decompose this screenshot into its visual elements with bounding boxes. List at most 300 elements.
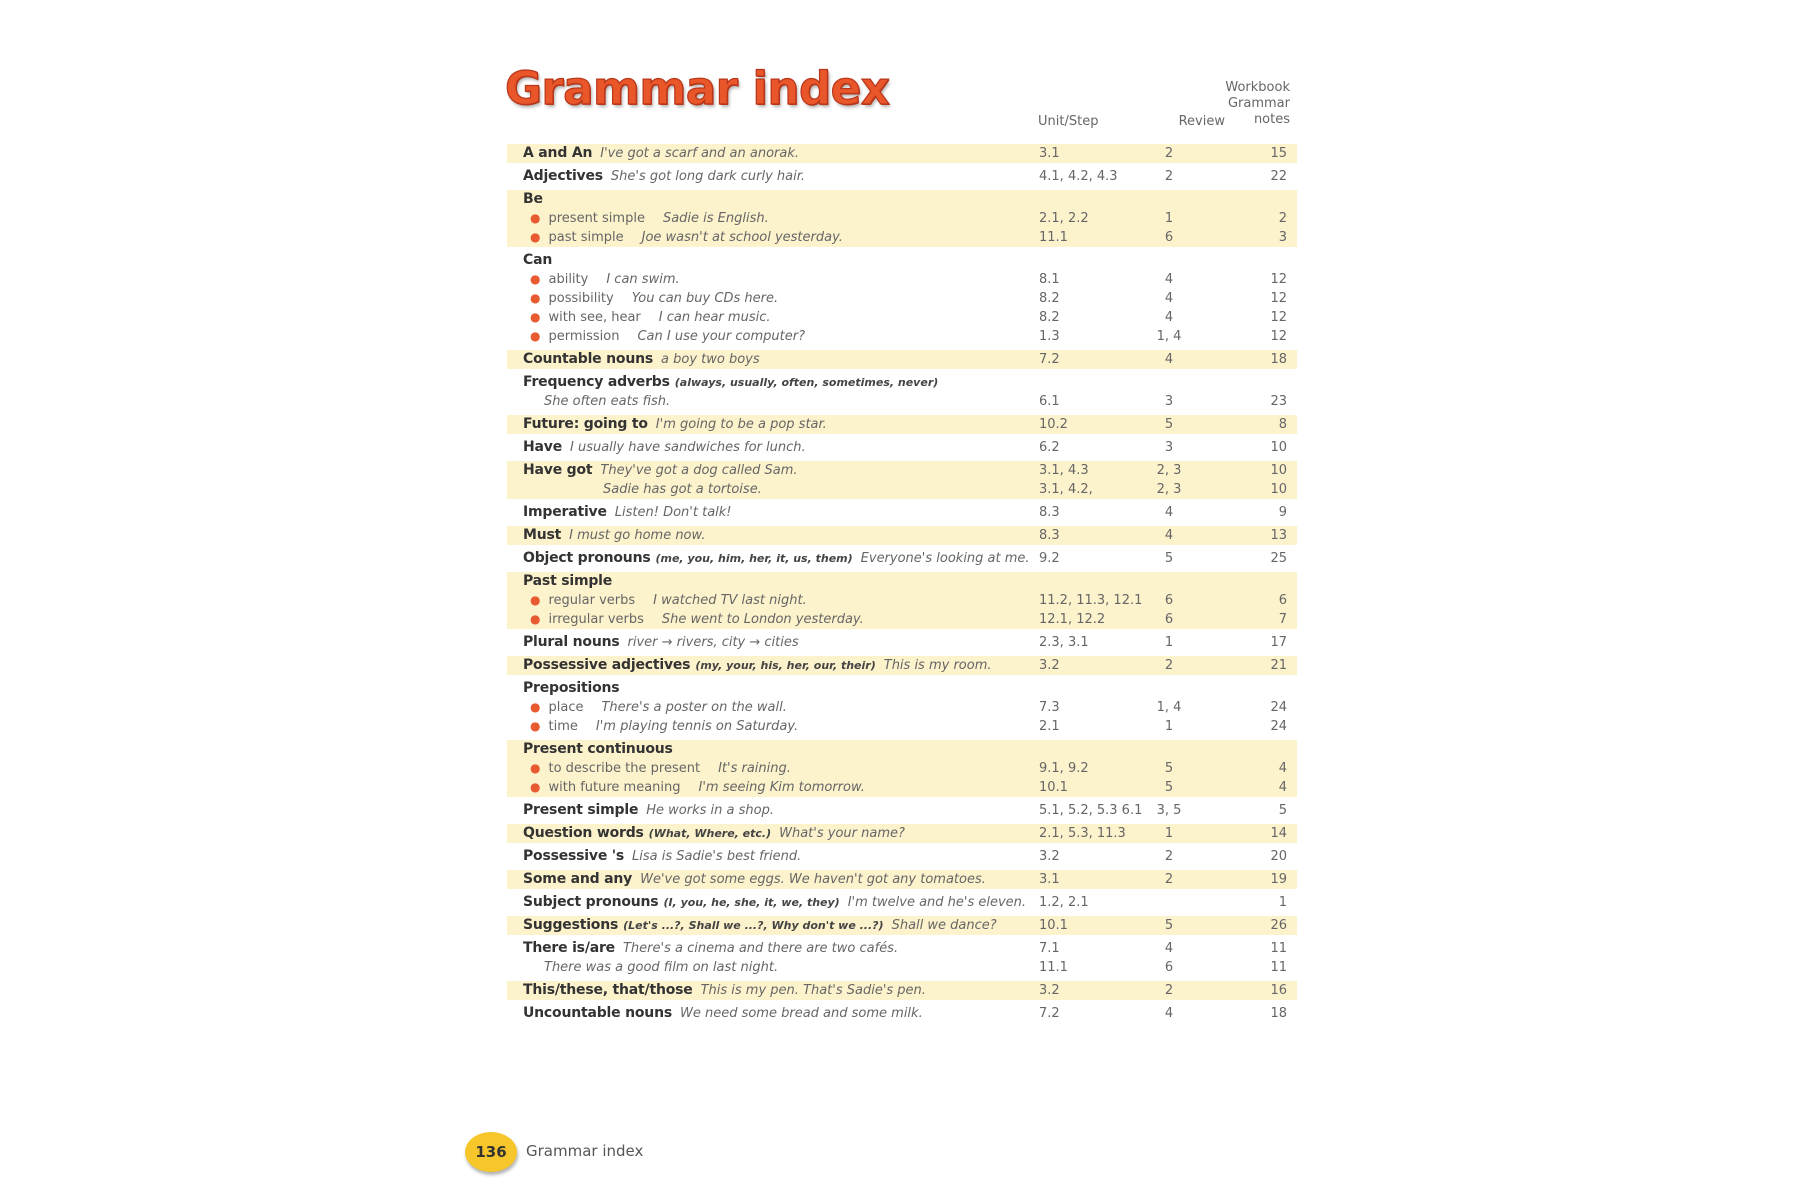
review-ref: 3 bbox=[1164, 440, 1174, 455]
index-line bbox=[507, 549, 1297, 568]
review-ref: 5 bbox=[1164, 918, 1174, 933]
example-sentence: This is my pen. That's Sadie's pen. bbox=[700, 983, 926, 998]
index-line bbox=[507, 572, 1297, 591]
entry-text bbox=[523, 350, 760, 369]
unit-step: 11.1 bbox=[1039, 960, 1068, 975]
index-row bbox=[507, 679, 1297, 736]
review-ref: 2 bbox=[1164, 658, 1174, 673]
entry-text bbox=[530, 270, 680, 289]
index-line bbox=[507, 916, 1297, 935]
unit-step: 6.2 bbox=[1039, 440, 1060, 455]
index-row bbox=[507, 350, 1297, 369]
workbook-note-ref: 14 bbox=[1270, 826, 1287, 841]
unit-step: 6.1 bbox=[1039, 394, 1060, 409]
index-line bbox=[507, 656, 1297, 675]
bullet-dot-icon: ● bbox=[530, 719, 541, 733]
review-ref: 3 bbox=[1164, 394, 1174, 409]
entry-text bbox=[530, 308, 770, 327]
index-line bbox=[507, 740, 1297, 759]
index-line bbox=[507, 610, 1297, 629]
entry-text bbox=[530, 698, 787, 717]
grammar-term: Present simple bbox=[523, 802, 639, 818]
review-ref: 4 bbox=[1164, 352, 1174, 367]
workbook-note-ref: 17 bbox=[1270, 635, 1287, 650]
workbook-note-ref: 10 bbox=[1270, 463, 1287, 478]
entry-text bbox=[523, 144, 799, 163]
entry-text bbox=[530, 610, 864, 629]
unit-step: 9.1, 9.2 bbox=[1039, 761, 1089, 776]
workbook-note-ref: 3 bbox=[1278, 230, 1287, 245]
term-note: (Let's ...?, Shall we ...?, Why don't we ...?) bbox=[623, 919, 884, 932]
workbook-note-ref: 12 bbox=[1270, 272, 1287, 287]
workbook-note-ref: 16 bbox=[1270, 983, 1287, 998]
unit-step: 10.1 bbox=[1039, 780, 1068, 795]
term-note: (always, usually, often, sometimes, never) bbox=[674, 376, 939, 389]
grammar-term: Be bbox=[523, 191, 543, 207]
workbook-note-ref: 26 bbox=[1270, 918, 1287, 933]
example-sentence: I can hear music. bbox=[658, 310, 771, 325]
column-header-workbook-notes bbox=[1205, 80, 1290, 128]
review-ref: 4 bbox=[1164, 941, 1174, 956]
index-line bbox=[507, 633, 1297, 652]
unit-step: 12.1, 12.2 bbox=[1039, 612, 1106, 627]
review-ref: 5 bbox=[1164, 417, 1174, 432]
index-line bbox=[507, 167, 1297, 186]
index-row bbox=[507, 549, 1297, 568]
workbook-note-ref: 19 bbox=[1270, 872, 1287, 887]
entry-text bbox=[523, 633, 799, 652]
bullet-dot-icon: ● bbox=[530, 700, 541, 714]
grammar-term: Past simple bbox=[523, 573, 613, 589]
workbook-note-ref: 13 bbox=[1270, 528, 1287, 543]
grammar-index-table bbox=[507, 140, 1297, 1027]
workbook-note-ref: 12 bbox=[1270, 310, 1287, 325]
example-sentence: I'm going to be a pop star. bbox=[655, 417, 827, 432]
unit-step: 5.1, 5.2, 5.3 6.1 bbox=[1039, 803, 1143, 818]
example-sentence: She went to London yesterday. bbox=[661, 612, 864, 627]
entry-text bbox=[523, 549, 1030, 568]
example-sentence: We need some bread and some milk. bbox=[679, 1006, 923, 1021]
example-sentence: I must go home now. bbox=[569, 528, 706, 543]
example-sentence: It's raining. bbox=[718, 761, 791, 776]
unit-step: 3.2 bbox=[1039, 849, 1060, 864]
entry-text bbox=[530, 717, 798, 736]
grammar-term: Question words bbox=[523, 825, 644, 841]
index-line bbox=[507, 778, 1297, 797]
entry-text bbox=[523, 939, 898, 958]
index-row bbox=[507, 461, 1297, 499]
page-title: Grammar index bbox=[505, 62, 890, 115]
index-row bbox=[507, 526, 1297, 545]
review-ref: 1 bbox=[1164, 719, 1174, 734]
index-row bbox=[507, 801, 1297, 820]
term-note: (What, Where, etc.) bbox=[648, 827, 772, 840]
review-ref: 4 bbox=[1164, 505, 1174, 520]
grammar-term: A and An bbox=[523, 145, 593, 161]
index-line bbox=[507, 415, 1297, 434]
bullet-dot-icon: ● bbox=[530, 761, 541, 775]
workbook-note-ref: 2 bbox=[1278, 211, 1287, 226]
unit-step: 10.1 bbox=[1039, 918, 1068, 933]
sub-usage: with future meaning bbox=[548, 780, 681, 795]
workbook-note-ref: 1 bbox=[1278, 895, 1287, 910]
index-row bbox=[507, 1004, 1297, 1023]
column-header-review: Review bbox=[1178, 114, 1225, 129]
entry-text bbox=[523, 190, 543, 209]
workbook-note-ref: 8 bbox=[1278, 417, 1287, 432]
sub-usage: ability bbox=[548, 272, 589, 287]
index-row bbox=[507, 144, 1297, 163]
entry-text bbox=[523, 981, 926, 1000]
entry-text bbox=[523, 503, 732, 522]
unit-step: 3.1, 4.3 bbox=[1039, 463, 1089, 478]
example-sentence: They've got a dog called Sam. bbox=[600, 463, 798, 478]
page-number-badge: 136 bbox=[465, 1132, 517, 1172]
sub-usage: possibility bbox=[548, 291, 614, 306]
index-line bbox=[507, 847, 1297, 866]
workbook-note-ref: 12 bbox=[1270, 329, 1287, 344]
workbook-note-ref: 18 bbox=[1270, 1006, 1287, 1021]
workbook-note-ref: 24 bbox=[1270, 700, 1287, 715]
unit-step: 3.1 bbox=[1039, 872, 1060, 887]
unit-step: 3.1 bbox=[1039, 146, 1060, 161]
index-line bbox=[507, 228, 1297, 247]
review-ref: 6 bbox=[1164, 230, 1174, 245]
index-line bbox=[507, 717, 1297, 736]
index-row bbox=[507, 251, 1297, 346]
bullet-dot-icon: ● bbox=[530, 230, 541, 244]
bullet-dot-icon: ● bbox=[530, 780, 541, 794]
index-row bbox=[507, 503, 1297, 522]
term-note: (me, you, him, her, it, us, them) bbox=[655, 552, 853, 565]
unit-step: 7.2 bbox=[1039, 352, 1060, 367]
bullet-dot-icon: ● bbox=[530, 310, 541, 324]
grammar-term: Suggestions bbox=[523, 917, 619, 933]
unit-step: 11.1 bbox=[1039, 230, 1068, 245]
index-line bbox=[507, 591, 1297, 610]
index-line bbox=[507, 480, 1297, 499]
unit-step: 1.3 bbox=[1039, 329, 1060, 344]
index-line bbox=[507, 870, 1297, 889]
entry-text bbox=[523, 373, 938, 392]
sub-usage: irregular verbs bbox=[548, 612, 644, 627]
entry-text bbox=[544, 392, 670, 411]
index-row bbox=[507, 824, 1297, 843]
entry-text bbox=[523, 526, 705, 545]
index-line bbox=[507, 503, 1297, 522]
example-sentence: Everyone's looking at me. bbox=[860, 551, 1030, 566]
entry-text bbox=[523, 870, 986, 889]
entry-text bbox=[523, 740, 673, 759]
example-sentence: She often eats fish. bbox=[544, 394, 671, 409]
entry-text bbox=[523, 656, 992, 675]
unit-step: 8.1 bbox=[1039, 272, 1060, 287]
bullet-dot-icon: ● bbox=[530, 329, 541, 343]
example-sentence: Sadie has got a tortoise. bbox=[603, 482, 762, 497]
example-sentence: Lisa is Sadie's best friend. bbox=[632, 849, 802, 864]
example-sentence: She's got long dark curly hair. bbox=[610, 169, 805, 184]
example-sentence: Shall we dance? bbox=[891, 918, 997, 933]
grammar-term: Future: going to bbox=[523, 416, 648, 432]
unit-step: 7.1 bbox=[1039, 941, 1060, 956]
review-ref: 5 bbox=[1164, 780, 1174, 795]
index-row bbox=[507, 847, 1297, 866]
example-sentence: We've got some eggs. We haven't got any tomatoes. bbox=[640, 872, 986, 887]
example-sentence: Listen! Don't talk! bbox=[614, 505, 732, 520]
example-sentence: I can swim. bbox=[606, 272, 680, 287]
unit-step: 4.1, 4.2, 4.3 bbox=[1039, 169, 1118, 184]
example-sentence: There's a cinema and there are two cafés. bbox=[622, 941, 899, 956]
index-line bbox=[507, 526, 1297, 545]
unit-step: 2.1, 2.2 bbox=[1039, 211, 1089, 226]
index-line bbox=[507, 698, 1297, 717]
unit-step: 11.2, 11.3, 12.1 bbox=[1039, 593, 1143, 608]
entry-text bbox=[523, 167, 805, 186]
workbook-note-ref: 18 bbox=[1270, 352, 1287, 367]
review-ref: 2 bbox=[1164, 983, 1174, 998]
index-line bbox=[507, 308, 1297, 327]
example-sentence: I'm twelve and he's eleven. bbox=[847, 895, 1027, 910]
entry-text bbox=[523, 461, 798, 480]
unit-step: 9.2 bbox=[1039, 551, 1060, 566]
bullet-dot-icon: ● bbox=[530, 291, 541, 305]
workbook-note-ref: 9 bbox=[1278, 505, 1287, 520]
workbook-note-ref: 4 bbox=[1278, 761, 1287, 776]
review-ref: 6 bbox=[1164, 612, 1174, 627]
grammar-term: Uncountable nouns bbox=[523, 1005, 672, 1021]
grammar-term: Adjectives bbox=[523, 168, 603, 184]
review-ref: 4 bbox=[1164, 310, 1174, 325]
column-header-unit-step: Unit/Step bbox=[1038, 114, 1099, 129]
term-note: (I, you, he, she, it, we, they) bbox=[663, 896, 840, 909]
review-ref: 4 bbox=[1164, 291, 1174, 306]
review-ref: 5 bbox=[1164, 761, 1174, 776]
workbook-note-ref: 22 bbox=[1270, 169, 1287, 184]
entry-text bbox=[523, 893, 1026, 912]
review-ref: 4 bbox=[1164, 272, 1174, 287]
example-sentence: I'm seeing Kim tomorrow. bbox=[698, 780, 865, 795]
unit-step: 10.2 bbox=[1039, 417, 1068, 432]
example-sentence: river → rivers, city → cities bbox=[627, 635, 799, 650]
column-header-workbook-line: notes bbox=[1253, 112, 1290, 127]
grammar-term: Imperative bbox=[523, 504, 607, 520]
entry-text bbox=[523, 824, 905, 843]
unit-step: 8.3 bbox=[1039, 528, 1060, 543]
example-sentence: Joe wasn't at school yesterday. bbox=[641, 230, 843, 245]
example-sentence: a boy two boys bbox=[661, 352, 760, 367]
index-line bbox=[507, 801, 1297, 820]
sub-usage: present simple bbox=[548, 211, 645, 226]
review-ref: 2 bbox=[1164, 146, 1174, 161]
entry-text bbox=[530, 591, 807, 610]
grammar-term: Some and any bbox=[523, 871, 633, 887]
sub-usage: regular verbs bbox=[548, 593, 636, 608]
entry-text bbox=[523, 251, 552, 270]
index-line bbox=[507, 958, 1297, 977]
unit-step: 2.1, 5.3, 11.3 bbox=[1039, 826, 1126, 841]
index-row bbox=[507, 572, 1297, 629]
index-line bbox=[507, 893, 1297, 912]
index-line bbox=[507, 981, 1297, 1000]
grammar-term: Prepositions bbox=[523, 680, 620, 696]
term-note: (my, your, his, her, our, their) bbox=[695, 659, 876, 672]
index-line bbox=[507, 438, 1297, 457]
grammar-term: Present continuous bbox=[523, 741, 673, 757]
sub-usage: with see, hear bbox=[548, 310, 641, 325]
example-sentence: He works in a shop. bbox=[646, 803, 774, 818]
review-ref: 1 bbox=[1164, 635, 1174, 650]
index-line bbox=[507, 251, 1297, 270]
index-row bbox=[507, 740, 1297, 797]
index-line bbox=[507, 759, 1297, 778]
entry-text bbox=[530, 778, 865, 797]
entry-text bbox=[523, 1004, 923, 1023]
review-ref: 1, 4 bbox=[1156, 329, 1182, 344]
entry-text bbox=[523, 801, 774, 820]
workbook-note-ref: 10 bbox=[1270, 440, 1287, 455]
index-row bbox=[507, 893, 1297, 912]
review-ref: 3, 5 bbox=[1156, 803, 1182, 818]
entry-text bbox=[523, 572, 612, 591]
workbook-note-ref: 23 bbox=[1270, 394, 1287, 409]
index-line bbox=[507, 824, 1297, 843]
workbook-note-ref: 4 bbox=[1278, 780, 1287, 795]
index-line bbox=[507, 327, 1297, 346]
review-ref: 1, 4 bbox=[1156, 700, 1182, 715]
index-row bbox=[507, 438, 1297, 457]
index-row bbox=[507, 656, 1297, 675]
example-sentence: I'm playing tennis on Saturday. bbox=[595, 719, 799, 734]
workbook-note-ref: 11 bbox=[1270, 960, 1287, 975]
index-line bbox=[507, 350, 1297, 369]
review-ref: 2, 3 bbox=[1156, 463, 1182, 478]
grammar-term: Must bbox=[523, 527, 562, 543]
workbook-note-ref: 21 bbox=[1270, 658, 1287, 673]
workbook-note-ref: 6 bbox=[1278, 593, 1287, 608]
review-ref: 2 bbox=[1164, 849, 1174, 864]
index-row bbox=[507, 190, 1297, 247]
bullet-dot-icon: ● bbox=[530, 593, 541, 607]
review-ref: 2 bbox=[1164, 872, 1174, 887]
index-row bbox=[507, 373, 1297, 411]
review-ref: 5 bbox=[1164, 551, 1174, 566]
entry-text bbox=[523, 847, 801, 866]
index-line bbox=[507, 190, 1297, 209]
grammar-term: Countable nouns bbox=[523, 351, 654, 367]
bullet-dot-icon: ● bbox=[530, 612, 541, 626]
unit-step: 2.3, 3.1 bbox=[1039, 635, 1089, 650]
example-sentence: There was a good film on last night. bbox=[544, 960, 779, 975]
example-sentence: What's your name? bbox=[779, 826, 905, 841]
review-ref: 2, 3 bbox=[1156, 482, 1182, 497]
grammar-term: This/these, that/those bbox=[523, 982, 693, 998]
entry-text bbox=[523, 679, 619, 698]
sub-usage: to describe the present bbox=[548, 761, 701, 776]
entry-text bbox=[530, 228, 843, 247]
sub-usage: permission bbox=[548, 329, 620, 344]
column-header-workbook-line: Grammar bbox=[1227, 96, 1290, 111]
workbook-note-ref: 7 bbox=[1278, 612, 1287, 627]
index-row bbox=[507, 633, 1297, 652]
grammar-term: There is/are bbox=[523, 940, 615, 956]
sub-usage: time bbox=[548, 719, 578, 734]
sub-usage: past simple bbox=[548, 230, 624, 245]
workbook-note-ref: 11 bbox=[1270, 941, 1287, 956]
grammar-term: Possessive 's bbox=[523, 848, 625, 864]
unit-step: 8.3 bbox=[1039, 505, 1060, 520]
unit-step: 8.2 bbox=[1039, 310, 1060, 325]
example-sentence: I've got a scarf and an anorak. bbox=[600, 146, 799, 161]
grammar-term: Can bbox=[523, 252, 553, 268]
entry-text bbox=[603, 480, 762, 499]
entry-text bbox=[544, 958, 778, 977]
review-ref: 6 bbox=[1164, 960, 1174, 975]
bullet-dot-icon: ● bbox=[530, 272, 541, 286]
index-line bbox=[507, 373, 1297, 392]
grammar-term: Possessive adjectives bbox=[523, 657, 691, 673]
index-row bbox=[507, 415, 1297, 434]
entry-text bbox=[530, 327, 805, 346]
unit-step: 3.2 bbox=[1039, 658, 1060, 673]
workbook-note-ref: 10 bbox=[1270, 482, 1287, 497]
column-header-workbook-line: Workbook bbox=[1225, 80, 1290, 95]
index-row bbox=[507, 981, 1297, 1000]
workbook-note-ref: 12 bbox=[1270, 291, 1287, 306]
sub-usage: place bbox=[548, 700, 584, 715]
grammar-term: Object pronouns bbox=[523, 550, 651, 566]
unit-step: 3.2 bbox=[1039, 983, 1060, 998]
workbook-note-ref: 25 bbox=[1270, 551, 1287, 566]
index-line bbox=[507, 392, 1297, 411]
example-sentence: I watched TV last night. bbox=[653, 593, 807, 608]
unit-step: 1.2, 2.1 bbox=[1039, 895, 1089, 910]
entry-text bbox=[530, 209, 769, 228]
workbook-note-ref: 15 bbox=[1270, 146, 1287, 161]
workbook-note-ref: 20 bbox=[1270, 849, 1287, 864]
index-line bbox=[507, 270, 1297, 289]
entry-text bbox=[523, 415, 827, 434]
review-ref: 1 bbox=[1164, 826, 1174, 841]
grammar-term: Have got bbox=[523, 462, 593, 478]
review-ref: 2 bbox=[1164, 169, 1174, 184]
entry-text bbox=[530, 289, 778, 308]
example-sentence: I usually have sandwiches for lunch. bbox=[570, 440, 806, 455]
example-sentence: This is my room. bbox=[883, 658, 992, 673]
unit-step: 8.2 bbox=[1039, 291, 1060, 306]
unit-step: 7.3 bbox=[1039, 700, 1060, 715]
grammar-term: Plural nouns bbox=[523, 634, 620, 650]
grammar-term: Have bbox=[523, 439, 562, 455]
index-line bbox=[507, 1004, 1297, 1023]
unit-step: 2.1 bbox=[1039, 719, 1060, 734]
review-ref: 1 bbox=[1164, 211, 1174, 226]
index-row bbox=[507, 167, 1297, 186]
footer-label: Grammar index bbox=[526, 1142, 644, 1160]
entry-text bbox=[530, 759, 791, 778]
review-ref: 6 bbox=[1164, 593, 1174, 608]
index-row bbox=[507, 916, 1297, 935]
bullet-dot-icon: ● bbox=[530, 211, 541, 225]
review-ref: 4 bbox=[1164, 528, 1174, 543]
entry-text bbox=[523, 916, 997, 935]
index-line bbox=[507, 209, 1297, 228]
index-row bbox=[507, 939, 1297, 977]
entry-text bbox=[523, 438, 806, 457]
index-line bbox=[507, 289, 1297, 308]
workbook-note-ref: 5 bbox=[1278, 803, 1287, 818]
index-line bbox=[507, 144, 1297, 163]
index-line bbox=[507, 679, 1297, 698]
